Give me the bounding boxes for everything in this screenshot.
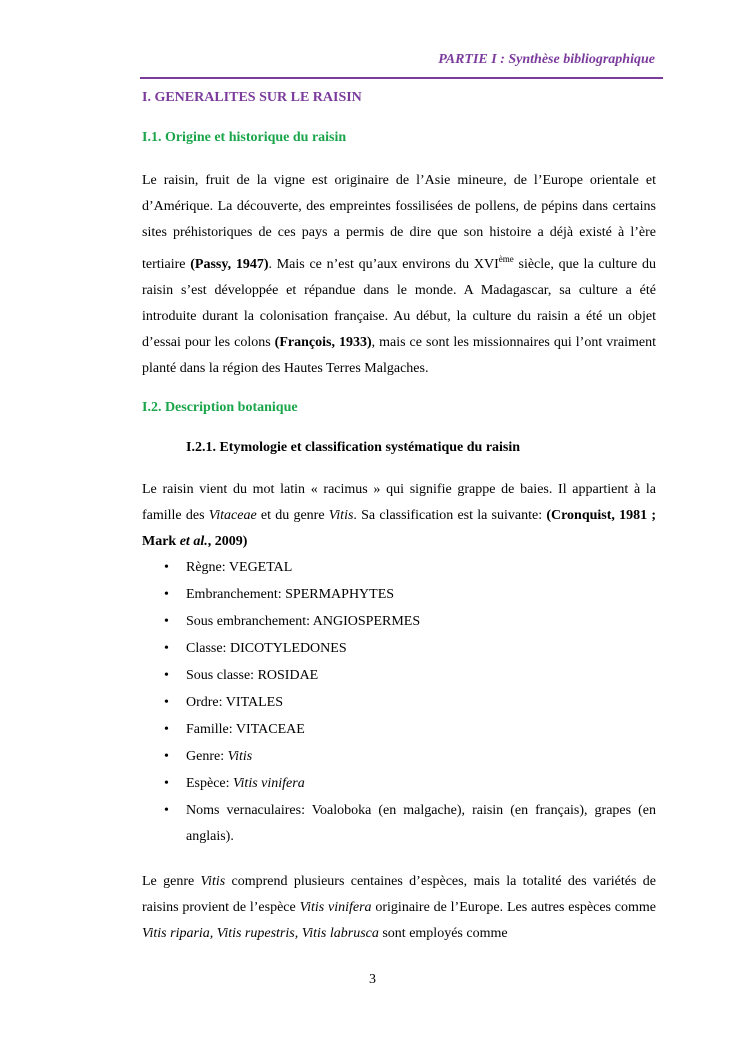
superscript-eme: ème bbox=[498, 254, 514, 264]
citation-francois: (François, 1933) bbox=[274, 335, 372, 350]
paragraph-etymologie: Le raisin vient du mot latin « racimus » qui signifie grappe de baies. Il appartient à la famille des Vitaceae et du genre Vitis. Sa classification est la suivante: (Cronquist, 1981 ; Mark et al., 2009) bbox=[142, 482, 657, 549]
bullet-icon: • bbox=[164, 587, 169, 602]
list-item: • Règne: VEGETAL bbox=[142, 555, 656, 581]
bullet-icon: • bbox=[164, 560, 169, 575]
paragraph-origine: Le raisin, fruit de la vigne est originaire de l’Asie mineure, de l’Europe orientale et d’Amérique. La découverte, des empreintes fossilisées de pollens, de pépins dans certains sites préhistoriques de ces pays a permis de dire que son histoire a déjà existé à l’ère tertiaire (Passy, 1947). Mais ce n’est qu’aux environs du XVIème siècle, que la culture du raisin s’est développée et répandue dans le monde. A Madagascar, sa culture a été introduite durant la colonisation française. Au début, la culture du raisin a été un objet d’essai pour les colons (François, 1933), mais ce sont les missionnaires qui l’ont vraiment planté dans la région des Hautes Terres Malgaches. bbox=[142, 173, 656, 376]
header-rule bbox=[140, 77, 663, 79]
section-heading-1-2: I.2. Description botanique bbox=[142, 400, 298, 415]
list-item: • Sous classe: ROSIDAE bbox=[142, 663, 656, 689]
bullet-icon: • bbox=[164, 614, 169, 629]
list-item: • Famille: VITACEAE bbox=[142, 717, 656, 743]
list-item: • Noms vernaculaires: Voaloboka (en malgache), raisin (en français), grapes (en anglais). bbox=[142, 798, 656, 850]
bullet-icon: • bbox=[164, 695, 169, 710]
list-item: • Embranchement: SPERMAPHYTES bbox=[142, 582, 656, 608]
subsection-heading-1-2-1: I.2.1. Etymologie et classification systématique du raisin bbox=[186, 440, 521, 455]
family-name: Vitaceae bbox=[208, 508, 257, 523]
classification-list bbox=[142, 555, 656, 850]
list-item: • Genre: Vitis bbox=[142, 744, 656, 770]
running-header: PARTIE I : Synthèse bibliographique bbox=[438, 52, 655, 67]
genus-name: Vitis bbox=[328, 508, 354, 523]
bullet-icon: • bbox=[164, 722, 169, 737]
paragraph-genre-vitis: Le genre Vitis comprend plusieurs centaines d’espèces, mais la totalité des variétés de raisins provient de l’espèce Vitis vinifera originaire de l’Europe. Les autres espèces comme Vitis riparia, Vitis rupestris, Vitis labrusca sont employés comme bbox=[142, 874, 657, 941]
citation-passy: (Passy, 1947) bbox=[190, 257, 269, 272]
bullet-icon: • bbox=[164, 641, 169, 656]
bullet-icon: • bbox=[164, 749, 169, 764]
bullet-icon: • bbox=[164, 803, 169, 818]
list-item: • Espèce: Vitis vinifera bbox=[142, 771, 656, 797]
page-number: 3 bbox=[369, 972, 376, 987]
list-item: • Ordre: VITALES bbox=[142, 690, 656, 716]
section-heading-1: I. GENERALITES SUR LE RAISIN bbox=[142, 90, 362, 105]
section-heading-1-1: I.1. Origine et historique du raisin bbox=[142, 130, 347, 145]
list-item: • Sous embranchement: ANGIOSPERMES bbox=[142, 609, 656, 635]
bullet-icon: • bbox=[164, 668, 169, 683]
bullet-icon: • bbox=[164, 776, 169, 791]
page-content bbox=[142, 88, 656, 947]
citation-cronquist: (Cronquist, 1981 ; Mark et al., 2009) bbox=[142, 508, 657, 549]
list-item: • Classe: DICOTYLEDONES bbox=[142, 636, 656, 662]
